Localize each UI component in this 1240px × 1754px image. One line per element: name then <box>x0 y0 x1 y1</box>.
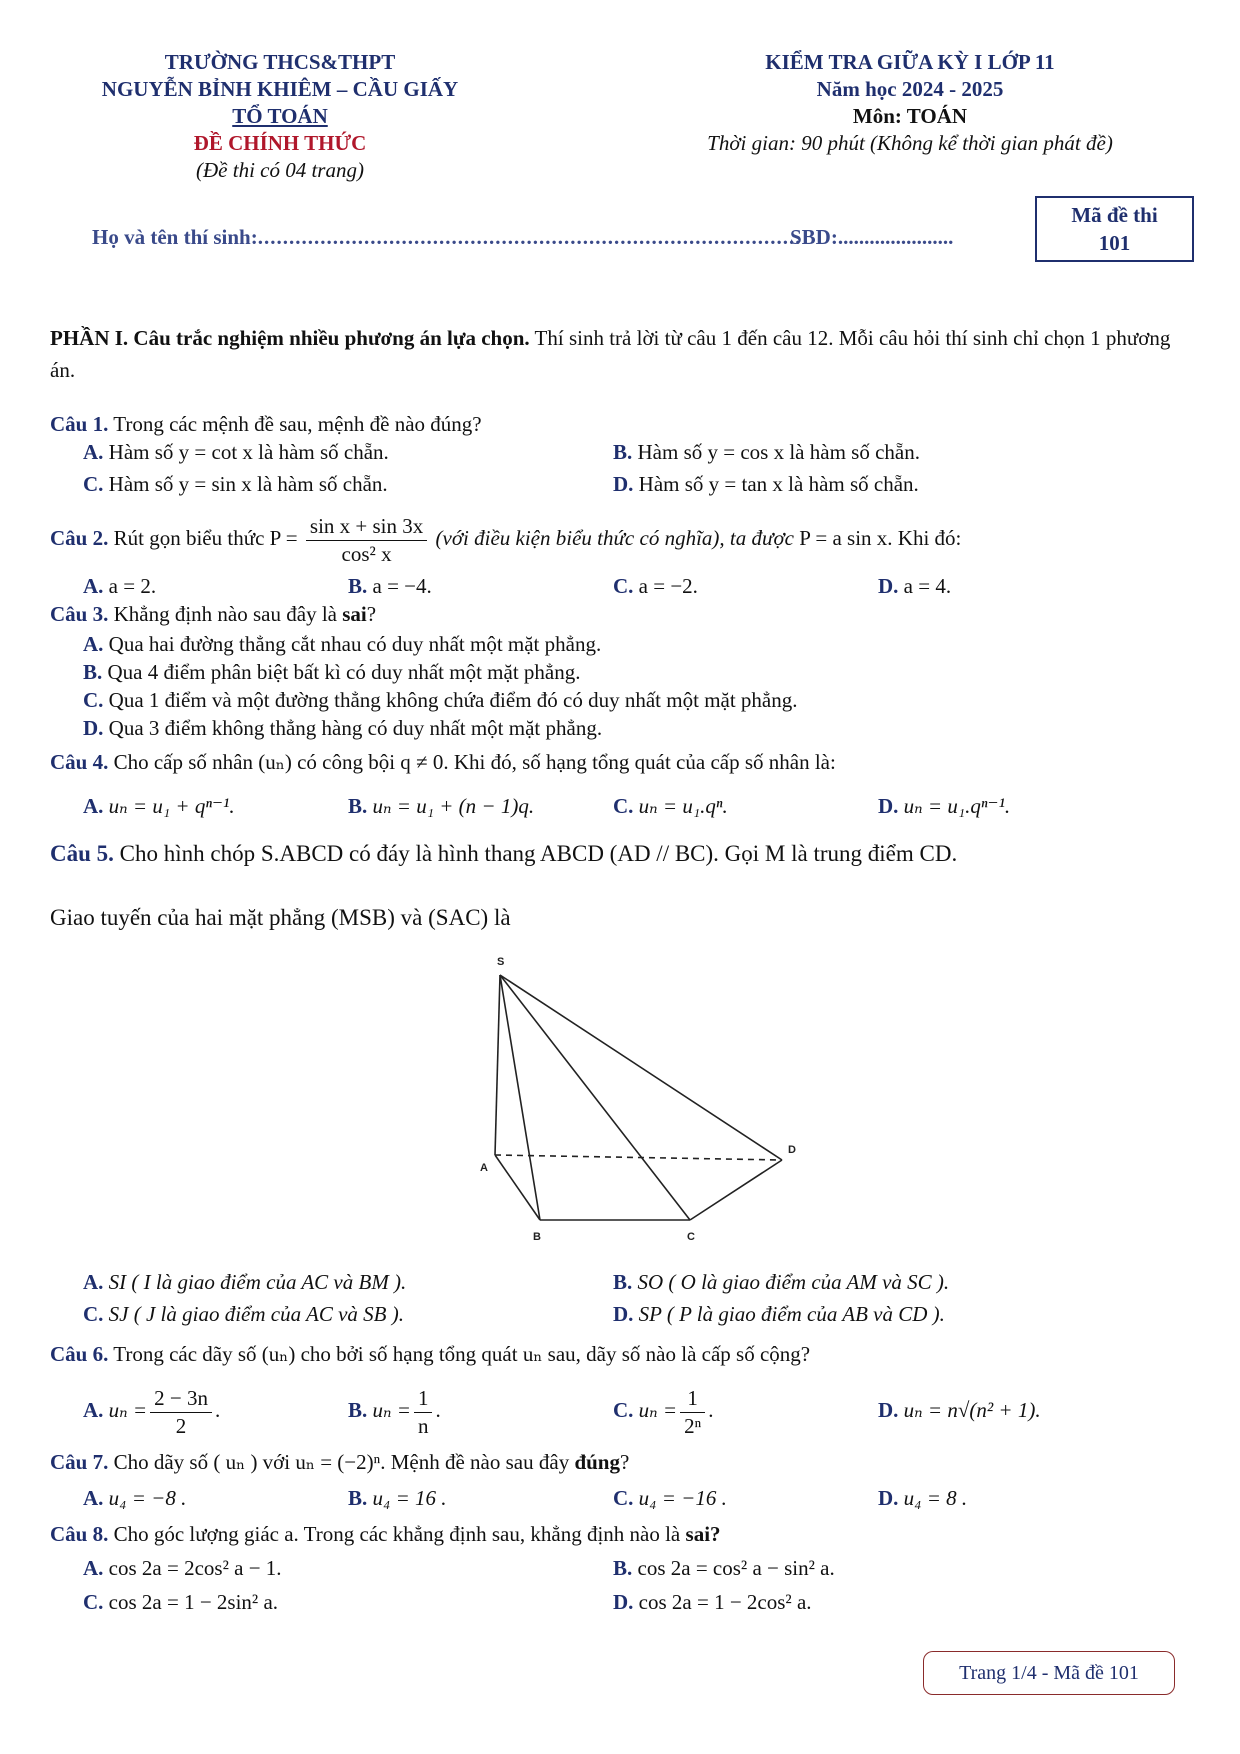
q5-option-b[interactable]: B. SO ( O là giao điểm của AM và SC ). <box>613 1270 950 1294</box>
school-name-1: TRƯỜNG THCS&THPT <box>164 50 396 74</box>
q4-option-c[interactable]: C. uₙ = u₁.qⁿ. <box>613 794 728 818</box>
q2-option-c[interactable]: C. a = −2. <box>613 574 698 598</box>
question-5-line2: Giao tuyến của hai mặt phẳng (MSB) và (SAC) là <box>50 905 511 930</box>
q6-option-b[interactable]: B. uₙ = $\frac{1}{n}$ . <box>348 1385 441 1438</box>
q1-option-c[interactable]: C. Hàm số y = sin x là hàm số chẵn. <box>83 472 388 496</box>
edge-SC <box>500 975 690 1220</box>
exam-code: 101 <box>1098 231 1131 255</box>
question-8: Câu 8. Cho góc lượng giác a. Trong các khẳng định sau, khẳng định nào là sai? <box>50 1522 721 1546</box>
school-year: Năm học 2024 - 2025 <box>816 77 1004 101</box>
question-2: Câu 2. Rút gọn biểu thức P = $\frac{\text{sin x + sin 3x}}{\text{cos² x}}$ (với điều kiện biểu thức có nghĩa), ta được P = a sin x. Khi đó: <box>50 513 962 566</box>
q4-option-d[interactable]: D. uₙ = u₁.qⁿ⁻¹. <box>878 794 1011 818</box>
question-6: Câu 6. Trong các dãy số (uₙ) cho bởi số hạng tổng quát uₙ sau, dãy số nào là cấp số cộng? <box>50 1342 811 1366</box>
q7-option-d[interactable]: D. u₄ = 8 . <box>878 1486 968 1510</box>
q4-option-b[interactable]: B. uₙ = u₁ + (n − 1)q. <box>348 794 535 818</box>
time-limit: Thời gian: 90 phút (Không kể thời gian phát đề) <box>707 131 1113 155</box>
edge-SA <box>495 975 500 1155</box>
exam-code-label: Mã đề thi <box>1071 203 1158 227</box>
q5-option-a[interactable]: A. SI ( I là giao điểm của AC và BM ). <box>83 1270 407 1294</box>
edge-CD <box>690 1160 782 1220</box>
question-7: Câu 7. Cho dãy số ( uₙ ) với uₙ = (−2)ⁿ. Mệnh đề nào sau đây đúng? <box>50 1450 630 1474</box>
q7-option-b[interactable]: B. u₄ = 16 . <box>348 1486 447 1510</box>
q6-option-c[interactable]: C. uₙ = $\frac{1}{\text{2ⁿ}}$ . <box>613 1385 714 1438</box>
label-C: C <box>687 1231 695 1243</box>
q8-option-b[interactable]: B. cos 2a = cos² a − sin² a. <box>613 1556 835 1580</box>
q5-option-c[interactable]: C. SJ ( J là giao điểm của AC và SB ). <box>83 1302 404 1326</box>
q2-option-b[interactable]: B. a = −4. <box>348 574 432 598</box>
pyramid-figure <box>460 945 820 1255</box>
q6-option-d[interactable]: D. uₙ = n√(n² + 1). <box>878 1398 1041 1422</box>
part1-heading: PHẦN I. Câu trắc nghiệm nhiều phương án lựa chọn. Thí sinh trả lời từ câu 1 đến câu 12. Mỗi câu hỏi thí sinh chỉ chọn 1 phương án. <box>50 326 1171 382</box>
page-count: (Đề thi có 04 trang) <box>196 158 364 182</box>
q3-option-d[interactable]: D. Qua 3 điểm không thẳng hàng có duy nhất một mặt phẳng. <box>83 716 603 740</box>
q2-option-a[interactable]: A. a = 2. <box>83 574 157 598</box>
question-3: Câu 3. Khẳng định nào sau đây là sai? <box>50 602 377 626</box>
question-5: Câu 5. Cho hình chóp S.ABCD có đáy là hình thang ABCD (AD // BC). Gọi M là trung điểm CD. <box>50 841 958 866</box>
page-footer: Trang 1/4 - Mã đề 101 <box>923 1651 1175 1695</box>
edge-AD-hidden <box>495 1155 782 1160</box>
q8-option-d[interactable]: D. cos 2a = 1 − 2cos² a. <box>613 1590 812 1614</box>
label-A: A <box>480 1162 488 1174</box>
candidate-name-label: Họ và tên thí sinh:....................................................................................... <box>92 225 802 249</box>
edge-SD <box>500 975 782 1160</box>
label-S: S <box>497 956 505 968</box>
q8-option-a[interactable]: A. cos 2a = 2cos² a − 1. <box>83 1556 282 1580</box>
q2-fraction: $\frac{\text{sin x + sin 3x}}{\text{cos² x}}$ <box>306 515 427 566</box>
q6-option-a[interactable]: A. uₙ = $\frac{2 - 3n}{2}$ . <box>83 1385 221 1438</box>
question-1: Câu 1. Trong các mệnh đề sau, mệnh đề nào đúng? <box>50 412 482 436</box>
sbd-label: SBD:...................... <box>790 225 954 249</box>
department: TỔ TOÁN <box>232 104 328 128</box>
q2-option-d[interactable]: D. a = 4. <box>878 574 952 598</box>
edge-SB <box>500 975 540 1220</box>
label-B: B <box>533 1231 541 1243</box>
q8-option-c[interactable]: C. cos 2a = 1 − 2sin² a. <box>83 1590 279 1614</box>
q7-option-a[interactable]: A. u₄ = −8 . <box>83 1486 187 1510</box>
q3-option-a[interactable]: A. Qua hai đường thẳng cắt nhau có duy nhất một mặt phẳng. <box>83 632 602 656</box>
q1-option-b[interactable]: B. Hàm số y = cos x là hàm số chẵn. <box>613 440 920 464</box>
edge-AB <box>495 1155 540 1220</box>
school-name-2: NGUYỄN BỈNH KHIÊM – CẦU GIẤY <box>101 77 459 101</box>
exam-code-box <box>1035 196 1194 262</box>
q3-option-b[interactable]: B. Qua 4 điểm phân biệt bất kì có duy nhất một mặt phẳng. <box>83 660 581 684</box>
q5-option-d[interactable]: D. SP ( P là giao điểm của AB và CD ). <box>613 1302 945 1326</box>
q1-option-d[interactable]: D. Hàm số y = tan x là hàm số chẵn. <box>613 472 919 496</box>
q3-option-c[interactable]: C. Qua 1 điểm và một đường thẳng không chứa điểm đó có duy nhất một mặt phẳng. <box>83 688 798 712</box>
label-D: D <box>788 1144 796 1156</box>
q1-option-a[interactable]: A. Hàm số y = cot x là hàm số chẵn. <box>83 440 389 464</box>
subject: Môn: TOÁN <box>852 104 968 128</box>
official-label: ĐỀ CHÍNH THỨC <box>193 131 367 155</box>
q7-option-c[interactable]: C. u₄ = −16 . <box>613 1486 727 1510</box>
exam-title: KIỂM TRA GIỮA KỲ I LỚP 11 <box>765 50 1055 74</box>
q4-option-a[interactable]: A. uₙ = u₁ + qⁿ⁻¹. <box>83 794 235 818</box>
question-4: Câu 4. Cho cấp số nhân (uₙ) có công bội q ≠ 0. Khi đó, số hạng tổng quát của cấp số nhân là: <box>50 750 836 774</box>
